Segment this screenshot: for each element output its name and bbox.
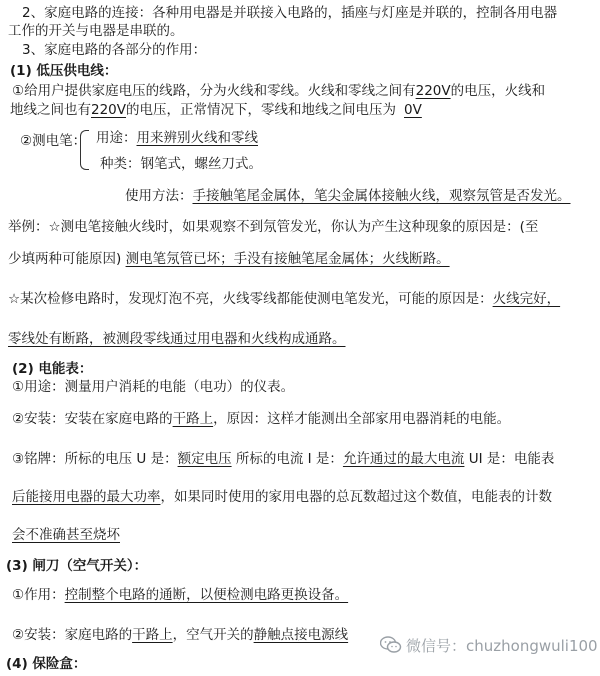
- subsection-2-title: (2) 电能表：: [12, 361, 93, 377]
- use-answer: 用来辨别火线和零线: [136, 130, 258, 146]
- meter-use: ①用途：测量用户消耗的电能（电功）的仪表。: [12, 379, 295, 395]
- switch-install-text: ②安装：家庭电路的: [12, 627, 133, 643]
- subsection-3-title: (3) 闸刀（空气开关）：: [6, 558, 148, 574]
- nameplate-text: UI 是：电能表: [464, 451, 555, 467]
- method-answer: 手接触笔尾金属体，笔尖金属体接触火线，观察氖管是否发光。: [192, 188, 571, 204]
- nameplate-answer-4: 会不准确甚至烧坏: [12, 527, 120, 543]
- meter-install-text: ，原因：这样才能测出全部家用电器消耗的电能。: [213, 411, 511, 427]
- switch-install: [12, 626, 348, 644]
- test-pen-use: [96, 129, 258, 147]
- wechat-icon: [380, 636, 402, 658]
- example-1-question: 举例：☆测电笔接触火线时，如果观察不到氖管发光，你认为产生这种现象的原因是：(至: [8, 219, 539, 235]
- example-2-question: [8, 290, 560, 308]
- nameplate-answer-3: 后能接用电器的最大功率: [12, 489, 161, 505]
- meter-install-text: ②安装：安装在家庭电路的: [12, 411, 173, 427]
- meter-nameplate: [12, 450, 554, 468]
- nameplate-text: ③铭牌：所标的电压 U 是：: [12, 451, 178, 467]
- example-2-answer-line: [8, 330, 346, 348]
- nameplate-answer-1: 额定电压: [177, 451, 232, 467]
- example-1-answer: 测电笔氖管已坏；手没有接触笔尾金属体；火线断路。: [125, 251, 450, 267]
- connection-line-1: 2、家庭电路的连接：各种用电器是并联接入电路的，插座与灯座是并联的，控制各用电器: [22, 5, 558, 21]
- example-1-text: 少填两种可能原因): [8, 251, 122, 267]
- meter-install-answer: 干路上: [172, 411, 214, 427]
- example-1-answer-line: [8, 250, 450, 268]
- example-2-text: ☆某次检修电路时，发现灯泡不亮，火线零线都能使测电笔发光，可能的原因是：: [8, 291, 493, 307]
- example-2-answer: 火线完好，: [492, 291, 561, 307]
- nameplate-answer-2: 允许通过的最大电流: [342, 451, 465, 467]
- switch-function-answer: 控制整个电路的通断，以便检测电路更换设备。: [64, 587, 349, 603]
- meter-nameplate-end: [12, 526, 120, 544]
- nameplate-text: ，如果同时使用的家用电器的总瓦数超过这个数值，电能表的计数: [160, 489, 552, 505]
- meter-install: [12, 410, 510, 428]
- watermark: [380, 635, 598, 658]
- use-label: 用途：: [96, 130, 137, 146]
- supply-text: 地线之间也有: [10, 102, 91, 118]
- subsection-4-title: (4) 保险盒：: [6, 656, 87, 672]
- method-label: 使用方法：: [125, 188, 193, 204]
- switch-function-text: ①作用：: [12, 587, 65, 603]
- switch-install-text: ，空气开关的: [172, 627, 254, 643]
- supply-text: ①给用户提供家庭电压的线路，分为火线和零线。火线和零线之间有: [12, 83, 416, 99]
- example-2-answer-cont: 零线处有断路，被测段零线通过用电器和火线构成通路。: [8, 331, 346, 347]
- brace-icon: [80, 130, 89, 170]
- voltage-answer-2: 220V: [91, 102, 127, 118]
- supply-text: 的电压，正常情况下，零线和地线之间电压为: [126, 102, 397, 118]
- section-3-title: 3、家庭电路的各部分的作用：: [22, 42, 207, 58]
- nameplate-text: 所标的电流 I 是：: [231, 451, 343, 467]
- voltage-answer-1: 220V: [415, 83, 451, 99]
- connection-line-2: 工作的开关与电器是串联的。: [8, 23, 184, 39]
- test-pen-kind: 种类：钢笔式，螺丝刀式。: [100, 156, 262, 172]
- meter-nameplate-cont: [12, 488, 552, 506]
- supply-text: 的电压，火线和: [450, 83, 546, 99]
- voltage-answer-3: 0V: [404, 102, 422, 118]
- supply-line-2: [10, 101, 430, 119]
- switch-install-answer-2: 静触点接电源线: [253, 627, 349, 643]
- test-pen-method: [125, 187, 571, 205]
- switch-function: [12, 586, 348, 604]
- supply-line-1: [12, 82, 545, 100]
- test-pen-label: ②测电笔：: [20, 133, 87, 149]
- watermark-text: 微信号：chuzhongwuli100: [406, 637, 598, 655]
- subsection-1-title: (1) 低压供电线：: [10, 63, 118, 79]
- switch-install-answer-1: 干路上: [132, 627, 173, 643]
